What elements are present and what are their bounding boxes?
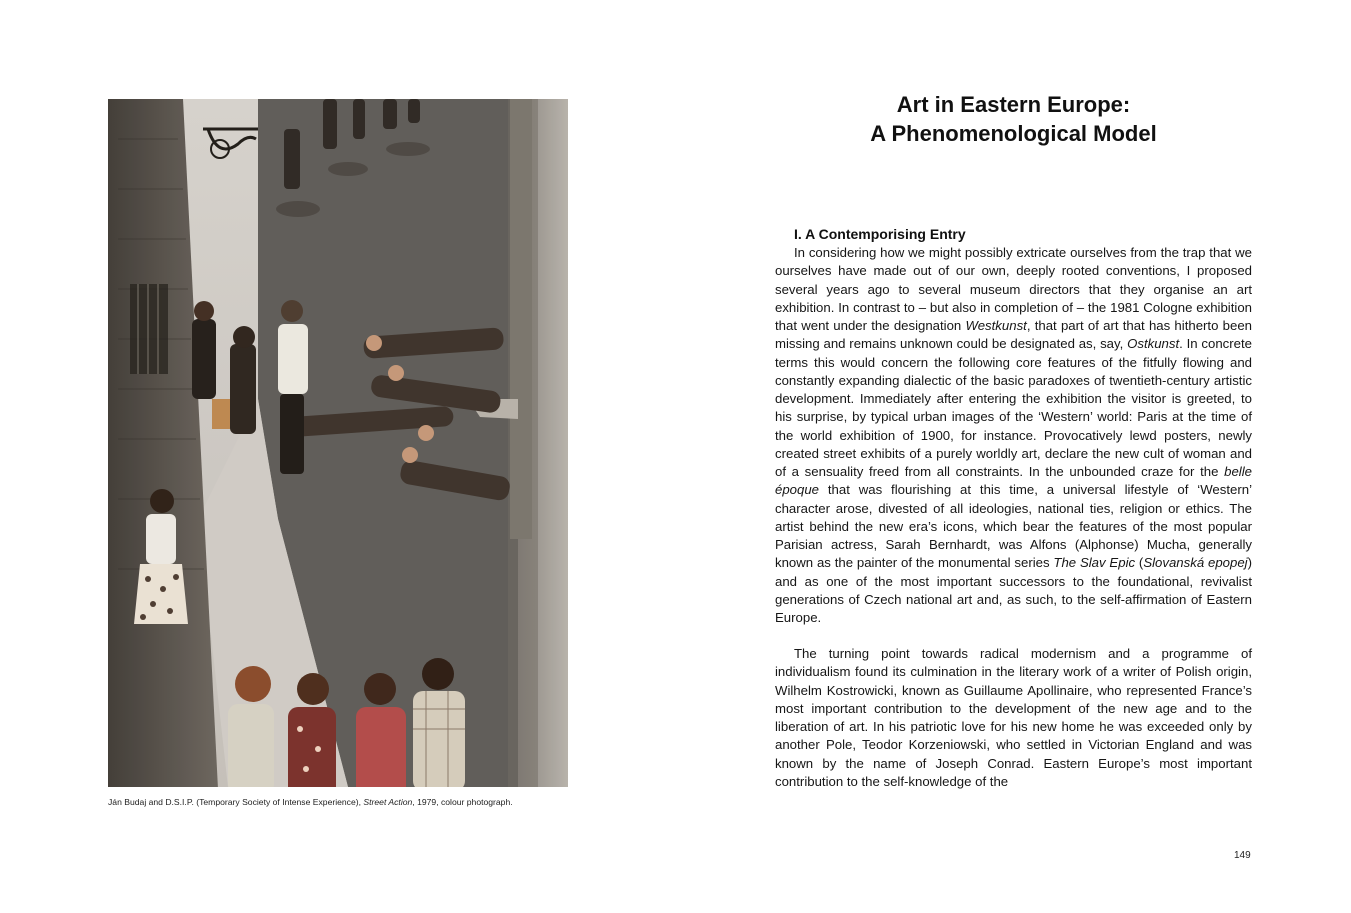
page-number: 149 — [1234, 850, 1251, 861]
figure-caption — [108, 797, 628, 807]
body-paragraph-2 — [775, 645, 1252, 791]
paragraph-text: ) and as one of the most important successors to the foundational, revivalist generations of Czech national art and, as such, to the self-affirmation of Eastern Europe. — [775, 555, 1252, 625]
caption-details: , 1979, colour photograph. — [412, 797, 513, 807]
paragraph-text: , that part of art that has hitherto been missing and remains unknown could be designated as, say, — [775, 318, 1252, 352]
chapter-title-line-1: Art in Eastern Europe: — [896, 92, 1131, 117]
caption-authors: Ján Budaj and D.S.I.P. (Temporary Society of Intense Experience), — [108, 797, 364, 807]
paragraph-text: . In concrete terms this would concern the following core features of the fitfully flowing and constantly expanding dialectic of the basic paradoxes of twentieth-century artistic development. Immediately after entering the exhibition the visitor is greeted, to his surprise, by typical urban images of the ‘Western’ world: Paris at the time of the world exhibition of 1900, for instance. Provocatively lewd posters, newly created street exhibits of a purely worldly art, declare the new cult of woman and of a sensuality freed from all constraints. In the unbounded craze for the — [775, 336, 1252, 479]
caption-work-title: Street Action — [363, 797, 413, 807]
italic-term: Slovanská epopej — [1143, 555, 1248, 571]
chapter-title — [775, 90, 1252, 148]
photograph-illustration — [108, 99, 568, 787]
chapter-title-line-2: A Phenomenological Model — [870, 121, 1157, 146]
street-action-photograph — [108, 99, 568, 787]
right-page — [675, 0, 1351, 913]
paragraph-text: ( — [1135, 555, 1144, 571]
italic-term: The Slav Epic — [1053, 555, 1136, 571]
body-paragraph-1 — [775, 244, 1252, 627]
paragraph-text: that was flourishing at this time, a universal lifestyle of ‘Western’ character arose, divested of all ideologies, national ties, religion or ethics. The artist behind the new era’s icons, which bear the features of the most popular Parisian actress, Sarah Bernhardt, was Alfons (Alphonse) Mucha, generally known as the painter of the monumental series — [775, 482, 1252, 571]
left-page — [0, 0, 675, 913]
paragraph-text: The turning point towards radical modernism and a programme of individualism found its culmination in the literary work of a writer of Polish origin, Wilhelm Kostrowicki, known as Guillaume Apollinaire, who represented France’s most important contribution to the development of the new age and to the liberation of art. In his patriotic love for his new home he was exceeded only by another Pole, Teodor Korzeniowski, who settled in Victorian England and was known by the name of Joseph Conrad. Eastern Europe’s most important contribution to the self-knowledge of the — [775, 646, 1252, 789]
italic-term: belle époque — [775, 464, 1252, 498]
section-heading: I. A Contemporising Entry — [794, 226, 966, 242]
italic-term: Ostkunst — [1127, 336, 1180, 352]
italic-term: Westkunst — [965, 318, 1027, 333]
paragraph-text: In considering how we might possibly extricate ourselves from the trap that we ourselves have made out of our own, deeply rooted conventions, I proposed several years ago to several museum directors that they organise an art exhibition. In contrast to – but also in completion of – the 1981 Cologne exhibition that went under the designation — [775, 245, 1252, 333]
